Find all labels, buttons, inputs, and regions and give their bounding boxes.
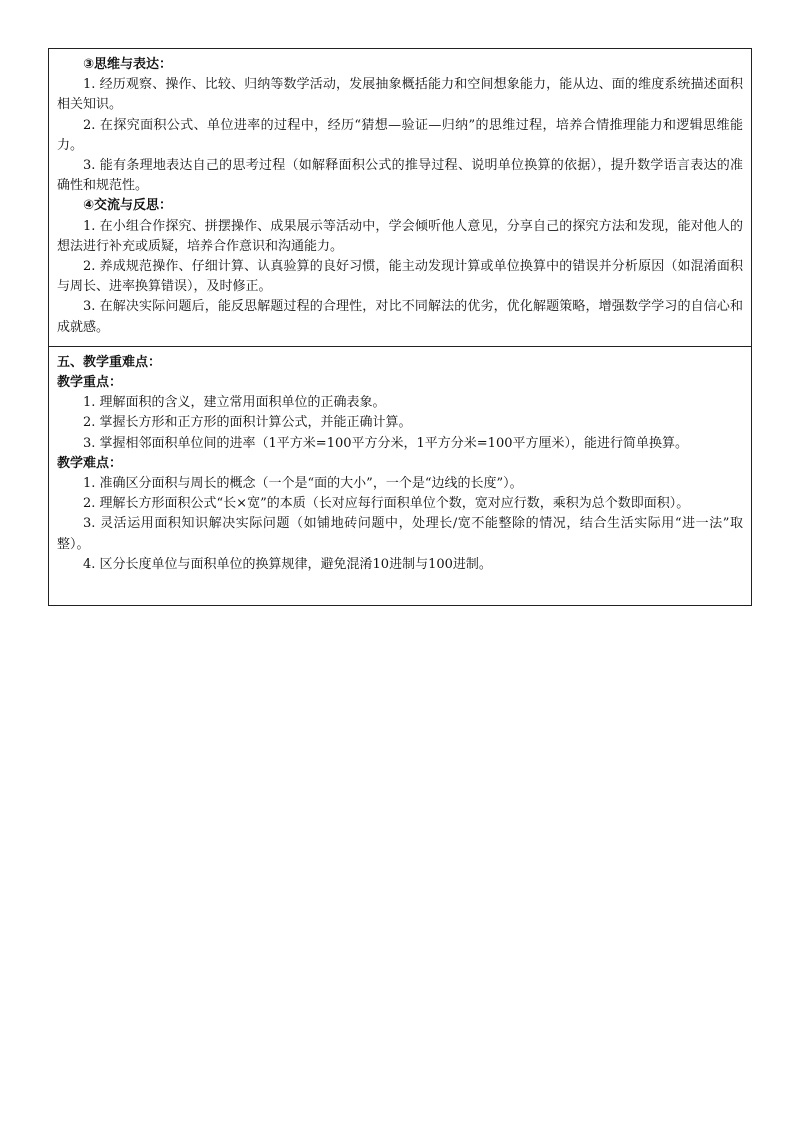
difficult-points-heading: 教学难点： [57,455,123,471]
list-item: 2. 理解长方形面积公式“长×宽”的本质（长对应每行面积单位个数，宽对应行数，乘积为总个数即面积）。 [83,496,690,512]
key-difficult-points-cell [49,346,752,605]
lesson-plan-table [48,48,752,606]
list-item: 2. 掌握长方形和正方形的面积计算公式，并能正确计算。 [83,415,412,431]
key-points-heading: 教学重点： [57,375,123,391]
list-item: 4. 区分长度单位与面积单位的换算规律，避免混淆10进制与100进制。 [83,556,492,572]
section-title: 五、教学重难点： [57,354,162,370]
thinking-expression-heading: ③思维与表达： [83,57,173,72]
list-item: 3. 灵活运用面积知识解决实际问题（如铺地砖问题中，处理长/宽不能整除的情况，结合生活实际用“进一法”取整）。 [57,516,743,552]
list-item: 1. 理解面积的含义，建立常用面积单位的正确表象。 [83,395,386,411]
list-item: 3. 能有条理地表达自己的思考过程（如解释面积公式的推导过程、说明单位换算的依据），提升数学语言表达的准确性和规范性。 [57,158,743,194]
list-item: 1. 经历观察、操作、比较、归纳等数学活动，发展抽象概括能力和空间想象能力，能从边、面的维度系统描述面积相关知识。 [57,77,743,113]
communication-reflection-heading: ④交流与反思： [83,198,173,214]
list-item: 1. 准确区分面积与周长的概念（一个是“面的大小”，一个是“边线的长度”）。 [83,476,523,492]
objectives-cell [49,49,752,347]
list-item: 3. 在解决实际问题后，能反思解题过程的合理性，对比不同解法的优劣，优化解题策略，增强数学学习的自信心和成就感。 [57,299,743,335]
list-item: 2. 在探究面积公式、单位进率的过程中，经历“猜想—验证—归纳”的思维过程，培养合情推理能力和逻辑思维能力。 [57,117,743,153]
list-item: 1. 在小组合作探究、拼摆操作、成果展示等活动中，学会倾听他人意见，分享自己的探究方法和发现，能对他人的想法进行补充或质疑，培养合作意识和沟通能力。 [57,218,743,254]
list-item: 2. 养成规范操作、仔细计算、认真验算的良好习惯，能主动发现计算或单位换算中的错误并分析原因（如混淆面积与周长、进率换算错误），及时修正。 [57,259,743,295]
list-item: 3. 掌握相邻面积单位间的进率（1平方米=100平方分米，1平方分米=100平方厘米），能进行简单换算。 [83,435,688,451]
